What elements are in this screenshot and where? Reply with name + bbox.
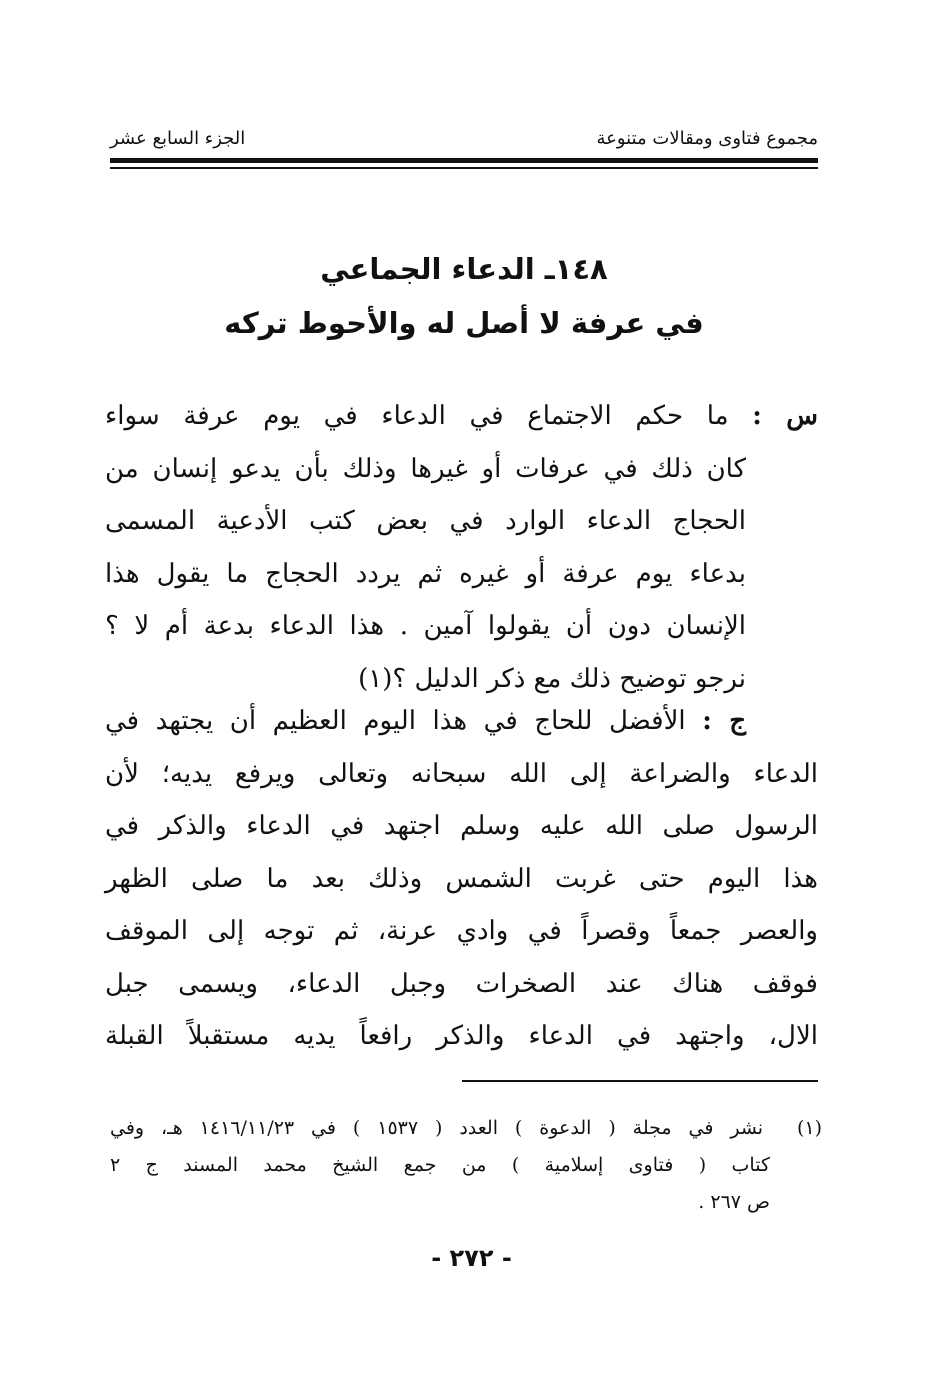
question-line: نرجو توضيح ذلك مع ذكر الدليل ؟(١) xyxy=(358,663,746,694)
question-line: بدعاء يوم عرفة أو غيره ثم يردد الحجاج ما يقول هذا xyxy=(105,558,746,589)
title-line-2: في عرفة لا أصل له والأحوط تركه xyxy=(224,306,704,340)
footnote-number: (١) xyxy=(796,1117,822,1139)
header-rule-thin xyxy=(110,167,818,169)
volume-label: الجزء السابع عشر xyxy=(110,128,246,149)
question-line: الحجاج الدعاء الوارد في بعض كتب الأدعية المسمى xyxy=(105,506,746,536)
question-label: س : xyxy=(752,401,818,431)
answer-label: ج : xyxy=(702,706,747,736)
footnote-line: ص ٢٦٧ . xyxy=(698,1191,770,1213)
question-block xyxy=(105,390,818,705)
answer-line: ج : الأفضل للحاج في هذا اليوم العظيم أن يجتهد في xyxy=(105,706,747,736)
answer-line: الدعاء والضراعة إلى الله سبحانه وتعالى ويرفع يديه؛ لأن xyxy=(105,758,818,789)
book-title: مجموع فتاوى ومقالات متنوعة xyxy=(596,128,818,149)
running-header xyxy=(110,128,818,156)
answer-line: الرسول صلى الله عليه وسلم اجتهد في الدعاء والذكر في xyxy=(105,811,818,841)
page-number: - ٢٧٢ - xyxy=(431,1244,512,1272)
title-line-1: ١٤٨ـ الدعاء الجماعي xyxy=(320,252,608,286)
footnote xyxy=(110,1110,822,1221)
question-line: س : ما حكم الاجتماع في الدعاء في يوم عرفة سواء xyxy=(105,401,818,431)
answer-line: الال، واجتهد في الدعاء والذكر رافعاً يديه مستقبلاً القبلة xyxy=(105,1021,818,1051)
footnote-line: كتاب ( فتاوى إسلامية ) من جمع الشيخ محمد المسند ج ٢ xyxy=(110,1154,770,1176)
answer-line: فوقف هناك عند الصخرات وجبل الدعاء، ويسمى جبل xyxy=(105,968,818,999)
answer-block xyxy=(105,695,818,1063)
header-rule-thick xyxy=(110,158,818,163)
question-line: الإنسان دون أن يقولوا آمين . هذا الدعاء بدعة أم لا ؟ xyxy=(105,611,746,641)
fatwa-title xyxy=(110,242,818,350)
answer-line: والعصر جمعاً وقصراً في وادي عرنة، ثم توجه إلى الموقف xyxy=(105,916,818,946)
footnote-rule xyxy=(462,1080,818,1082)
answer-line: هذا اليوم حتى غربت الشمس وذلك بعد ما صلى الظهر xyxy=(105,863,818,894)
question-line: كان ذلك في عرفات أو غيرها وذلك بأن يدعو إنسان من xyxy=(105,453,746,484)
footnote-line: (١) نشر في مجلة ( الدعوة ) العدد ( ١٥٣٧ ) في ١٤١٦/١١/٢٣ هـ، وفي xyxy=(110,1117,822,1139)
